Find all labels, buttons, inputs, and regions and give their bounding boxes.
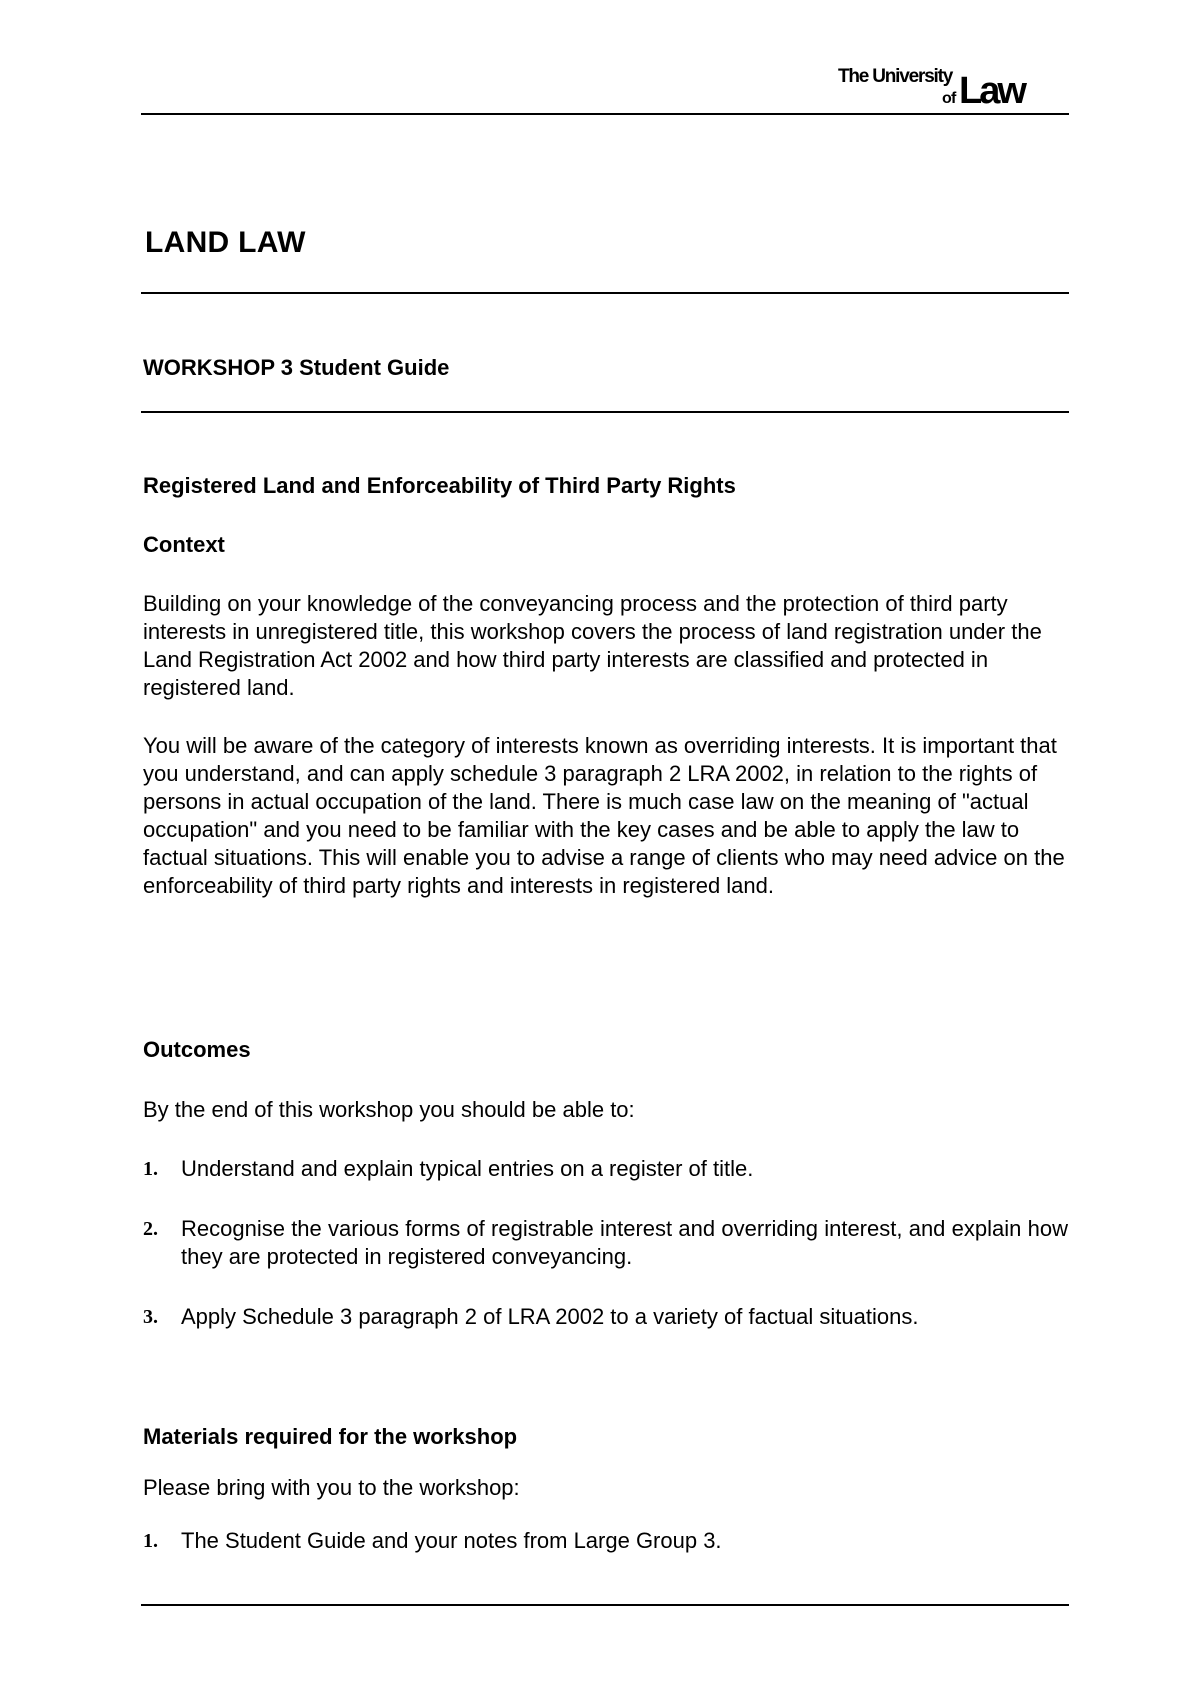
list-number: 2. — [143, 1218, 158, 1240]
title-rule — [141, 292, 1069, 294]
header-rule — [141, 113, 1069, 115]
university-logo — [838, 64, 1068, 112]
list-text: The Student Guide and your notes from Large Group 3. — [181, 1528, 722, 1553]
logo-line-3: Law — [959, 70, 1024, 112]
list-text: Apply Schedule 3 paragraph 2 of LRA 2002 to a variety of factual situations. — [181, 1304, 919, 1329]
logo-line-1: The University — [838, 66, 953, 87]
document-subtitle: WORKSHOP 3 Student Guide — [143, 355, 450, 380]
subtitle-rule — [141, 411, 1069, 413]
context-paragraph-2: You will be aware of the category of interests known as overriding interests. It is important that you understand, and can apply schedule 3 paragraph 2 LRA 2002, in relation to the rights of persons in actual occupation of the land. There is much case law on the meaning of "actual occupation" and you need to be familiar with the key cases and be able to apply the law to factual situations. This will enable you to advise a range of clients who may need advice on the enforceability of third party rights and interests in registered land. — [143, 733, 1065, 898]
logo-line-2: of — [942, 90, 956, 107]
footer-rule — [141, 1604, 1069, 1606]
outcomes-intro: By the end of this workshop you should be able to: — [143, 1097, 635, 1122]
list-text: Understand and explain typical entries on a register of title. — [181, 1156, 754, 1181]
list-text: Recognise the various forms of registrable interest and overriding interest, and explain how they are protected in registered conveyancing. — [181, 1216, 1068, 1269]
outcomes-heading: Outcomes — [143, 1037, 251, 1062]
list-number: 3. — [143, 1306, 158, 1328]
materials-item-1 — [143, 1527, 1068, 1555]
materials-heading: Materials required for the workshop — [143, 1424, 518, 1449]
document-title: LAND LAW — [145, 226, 306, 259]
outcome-item-2 — [143, 1215, 1068, 1271]
outcome-item-1 — [143, 1155, 1068, 1183]
context-heading: Context — [143, 532, 225, 557]
context-paragraph-1: Building on your knowledge of the conveyancing process and the protection of third party interests in unregistered title, this workshop covers the process of land registration under the Land Registration Act 2002 and how third party interests are classified and protected in registered land. — [143, 591, 1042, 700]
list-number: 1. — [143, 1158, 158, 1180]
topic-heading: Registered Land and Enforceability of Third Party Rights — [143, 473, 736, 498]
list-number: 1. — [143, 1530, 158, 1552]
outcome-item-3 — [143, 1303, 1068, 1331]
materials-intro: Please bring with you to the workshop: — [143, 1475, 520, 1500]
